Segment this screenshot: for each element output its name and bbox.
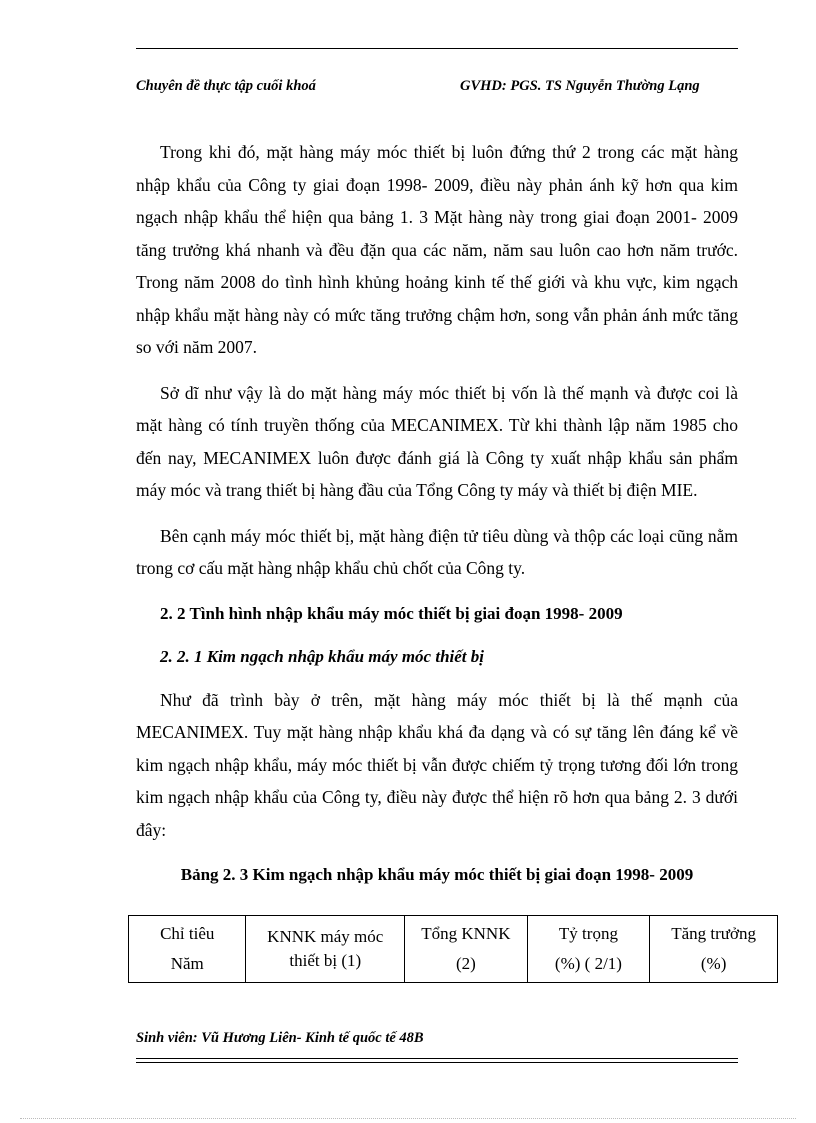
header-cell-line2: (%) ( 2/1) — [554, 954, 622, 973]
table-header-cell — [246, 916, 405, 983]
subsection-heading: 2. 2. 1 Kim ngạch nhập khẩu máy móc thiết bị — [160, 646, 484, 666]
table-header-cell — [527, 916, 650, 983]
header-cell-line1: Tỷ trọng — [558, 924, 618, 943]
header-cell-line2: (2) — [455, 954, 476, 973]
header-cell-line1: Tăng trưởng — [671, 924, 756, 943]
header-cell-line1: Chỉ tiêu — [160, 924, 215, 943]
document-body — [136, 136, 738, 891]
paragraph-4: Như đã trình bày ở trên, mặt hàng máy móc thiết bị là thế mạnh của MECANIMEX. Tuy mặt hàng nhập khẩu khá đa dạng và có sự tăng lên đáng kể về kim ngạch nhập khẩu, máy móc thiết bị vẫn được chiếm tỷ trọng tương đối lớn trong kim ngạch nhập khẩu của Công ty, điều này được thể hiện rõ hơn qua bảng 2. 3 dưới đây: — [136, 689, 738, 840]
header-rule — [136, 48, 738, 49]
footer-text: Sinh viên: Vũ Hương Liên- Kinh tế quốc tế 48B — [136, 1030, 424, 1046]
table-caption: Bảng 2. 3 Kim ngạch nhập khẩu máy móc thiết bị giai đoạn 1998- 2009 — [180, 865, 694, 884]
data-table — [128, 915, 778, 983]
table-header-cell — [405, 916, 528, 983]
table-header-cell — [129, 916, 246, 983]
paragraph-2: Sở dĩ như vậy là do mặt hàng máy móc thiết bị vốn là thế mạnh và được coi là mặt hàng có tính truyền thống của MECANIMEX. Từ khi thành lập năm 1985 cho đến nay, MECANIMEX luôn được đánh giá là Công ty xuất nhập khẩu sản phẩm máy móc và trang thiết bị hàng đầu của Tổng Công ty máy và thiết bị điện MIE. — [136, 382, 738, 500]
header-cell-line2: thiết bị (1) — [289, 951, 362, 970]
header-cell-line1: KNNK máy móc — [267, 927, 384, 946]
header-cell-line1: Tổng KNNK — [421, 924, 511, 943]
paragraph-3: Bên cạnh máy móc thiết bị, mặt hàng điện tử tiêu dùng và thộp các loại cũng nằm trong cơ cấu mặt hàng nhập khẩu chủ chốt của Công ty. — [136, 525, 738, 578]
paragraph-1: Trong khi đó, mặt hàng máy móc thiết bị luôn đứng thứ 2 trong các mặt hàng nhập khẩu của Công ty giai đoạn 1998- 2009, điều này phản ánh kỹ hơn qua kim ngạch nhập khẩu thể hiện qua bảng 1. 3 Mặt hàng này trong giai đoạn 2001- 2009 tăng trưởng khá nhanh và đều đặn qua các năm, năm sau luôn cao hơn năm trước. Trong năm 2008 do tình hình khủng hoảng kinh tế thế giới và khu vực, kim ngạch nhập khẩu mặt hàng này có mức tăng trưởng chậm hơn, song vẫn phản ánh mức tăng so với năm 2007. — [136, 142, 738, 357]
section-heading: 2. 2 Tình hình nhập khẩu máy móc thiết bị giai đoạn 1998- 2009 — [160, 603, 623, 623]
table-header-row — [129, 916, 778, 983]
header-right: GVHD: PGS. TS Nguyễn Thường Lạng — [460, 78, 700, 94]
header-cell-line2: Năm — [170, 954, 204, 973]
table-header-cell — [650, 916, 778, 983]
page-edge-divider — [20, 1118, 796, 1119]
footer-rule — [136, 1058, 738, 1063]
header-cell-line2: (%) — [700, 954, 727, 973]
header-left: Chuyên đề thực tập cuối khoá — [136, 78, 316, 94]
